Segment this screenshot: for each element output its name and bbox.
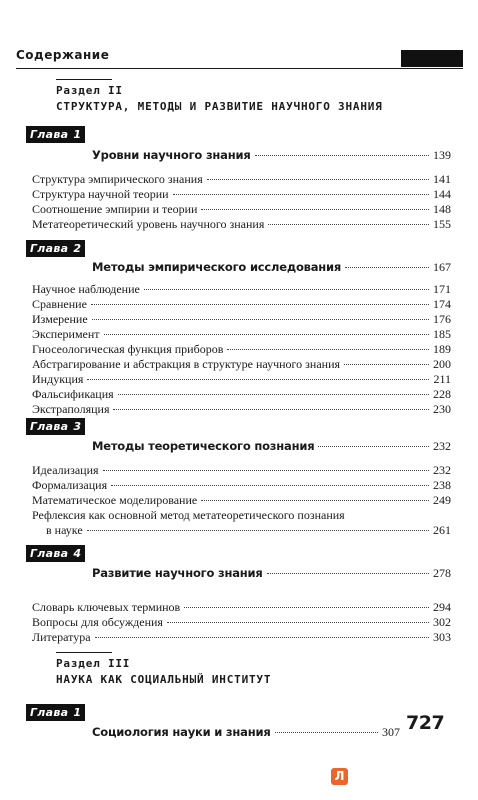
- toc-entry[interactable]: [32, 187, 451, 202]
- leader-dots: [87, 379, 429, 380]
- entry-title: Идеализация: [32, 463, 99, 477]
- toc-entry[interactable]: [32, 387, 451, 402]
- entry-page: 200: [433, 357, 451, 371]
- entry-page: 232: [433, 463, 451, 477]
- entry-page: 211: [433, 372, 451, 386]
- chapter-title-row[interactable]: [92, 725, 400, 740]
- entry-page: 144: [433, 187, 451, 201]
- chapter-title: Методы эмпирического исследования: [92, 260, 342, 274]
- chapter-1-entries: [32, 172, 451, 232]
- chapter-badge-number: 3: [73, 420, 82, 433]
- leader-dots: [103, 470, 429, 471]
- toc-entry[interactable]: [32, 282, 451, 297]
- leader-dots: [344, 364, 429, 365]
- chapter-badge-number: 1: [73, 128, 82, 141]
- entry-page: 148: [433, 202, 451, 216]
- section-2-heading: [56, 79, 383, 115]
- chapter-page: 232: [433, 439, 451, 453]
- toc-entry[interactable]: [32, 312, 451, 327]
- leader-dots: [111, 485, 429, 486]
- chapter-badge-label: Глава: [30, 420, 69, 433]
- chapter-3-entries: [32, 463, 451, 538]
- entry-page: 185: [433, 327, 451, 341]
- toc-entry[interactable]: [32, 630, 451, 645]
- entry-page: 228: [433, 387, 451, 401]
- section-3-title: НАУКА КАК СОЦИАЛЬНЫЙ ИНСТИТУТ: [56, 673, 272, 686]
- section-2-title: СТРУКТУРА, МЕТОДЫ И РАЗВИТИЕ НАУЧНОГО ЗНАНИЯ: [56, 100, 383, 113]
- leader-dots: [184, 607, 429, 608]
- chapter-title: Развитие научного знания: [92, 566, 263, 580]
- leader-dots: [275, 732, 378, 733]
- leader-dots: [207, 179, 429, 180]
- leader-dots: [91, 304, 429, 305]
- entry-title-line2-row: [32, 523, 451, 538]
- entry-title: Вопросы для обсуждения: [32, 615, 163, 629]
- entry-page: 155: [433, 217, 451, 231]
- leader-dots: [95, 637, 429, 638]
- toc-entry[interactable]: [32, 600, 451, 615]
- chapter-badge-number: 4: [73, 547, 82, 560]
- entry-page: 261: [433, 523, 451, 537]
- toc-entry[interactable]: [32, 202, 451, 217]
- entry-title: Структура эмпирического знания: [32, 172, 203, 186]
- entry-title-line2: в науке: [46, 523, 83, 537]
- chapter-page: 278: [433, 566, 451, 580]
- backmatter-entries: [32, 600, 451, 645]
- header-black-bar: [401, 50, 463, 67]
- toc-entry[interactable]: [32, 402, 451, 417]
- leader-dots: [87, 530, 429, 531]
- entry-page: 141: [433, 172, 451, 186]
- entry-title: Научное наблюдение: [32, 282, 140, 296]
- entry-page: 302: [433, 615, 451, 629]
- chapter-title: Социология науки и знания: [92, 725, 271, 739]
- toc-entry[interactable]: [32, 297, 451, 312]
- leader-dots: [118, 394, 429, 395]
- chapter-badge: [26, 704, 85, 721]
- entry-page: 174: [433, 297, 451, 311]
- toc-entry[interactable]: [32, 217, 451, 232]
- entry-title: Сравнение: [32, 297, 87, 311]
- chapter-2-entries: [32, 282, 451, 417]
- chapter-title-row[interactable]: [92, 566, 451, 581]
- toc-entry[interactable]: [32, 478, 451, 493]
- leader-dots: [173, 194, 429, 195]
- entry-page: 189: [433, 342, 451, 356]
- running-header-title: Содержание: [16, 48, 110, 62]
- section-rule: [56, 79, 112, 80]
- chapter-page: 167: [433, 260, 451, 274]
- entry-title: Математическое моделирование: [32, 493, 198, 507]
- section-3-heading: [56, 652, 271, 688]
- entry-title: Соотношение эмпирии и теории: [32, 202, 198, 216]
- chapter-badge-label: Глава: [30, 242, 69, 255]
- toc-entry[interactable]: [32, 327, 451, 342]
- toc-entry[interactable]: [32, 463, 451, 478]
- entry-title: Экстраполяция: [32, 402, 110, 416]
- leader-dots: [201, 500, 429, 501]
- chapter-title: Методы теоретического познания: [92, 439, 315, 453]
- entry-title: Абстрагирование и абстракция в структуре научного знания: [32, 357, 341, 371]
- leader-dots: [345, 267, 429, 268]
- entry-page: 249: [433, 493, 451, 507]
- toc-entry[interactable]: [32, 372, 451, 387]
- entry-page: 176: [433, 312, 451, 326]
- chapter-badge: [26, 418, 85, 435]
- entry-title: Метатеоретический уровень научного знания: [32, 217, 265, 231]
- chapter-badge-label: Глава: [30, 706, 69, 719]
- entry-title: Эксперимент: [32, 327, 100, 341]
- entry-page: 238: [433, 478, 451, 492]
- entry-page: 230: [433, 402, 451, 416]
- section-rule: [56, 652, 112, 653]
- chapter-page: 139: [433, 148, 451, 162]
- entry-page: 303: [433, 630, 451, 644]
- leader-dots: [318, 446, 429, 447]
- leader-dots: [144, 289, 429, 290]
- chapter-title-row[interactable]: [92, 439, 451, 454]
- running-header: [16, 48, 463, 69]
- page-number: 727: [406, 712, 445, 734]
- toc-entry[interactable]: [32, 615, 451, 630]
- chapter-badge: [26, 240, 85, 257]
- section-2-label: Раздел II: [56, 84, 123, 97]
- chapter-badge-number: 1: [73, 706, 82, 719]
- leader-dots: [227, 349, 429, 350]
- toc-entry[interactable]: [32, 493, 451, 508]
- chapter-badge: [26, 545, 85, 562]
- chapter-title-row[interactable]: [92, 148, 451, 163]
- leader-dots: [267, 573, 429, 574]
- entry-page: 171: [433, 282, 451, 296]
- entry-title: Измерение: [32, 312, 88, 326]
- toc-entry[interactable]: [32, 342, 451, 357]
- toc-entry-multiline[interactable]: [32, 508, 451, 538]
- leader-dots: [268, 224, 429, 225]
- section-3-label: Раздел III: [56, 657, 131, 670]
- leader-dots: [92, 319, 429, 320]
- leader-dots: [167, 622, 429, 623]
- chapter-badge-number: 2: [73, 242, 82, 255]
- chapter-page: 307: [382, 725, 400, 739]
- entry-title: Гносеологическая функция приборов: [32, 342, 224, 356]
- leader-dots: [255, 155, 429, 156]
- chapter-title: Уровни научного знания: [92, 148, 251, 162]
- entry-page: 294: [433, 600, 451, 614]
- toc-entry[interactable]: [32, 172, 451, 187]
- publisher-logo-icon: Л: [331, 768, 348, 785]
- leader-dots: [113, 409, 429, 410]
- chapter-title-row[interactable]: [92, 260, 451, 275]
- entry-title: Фальсификация: [32, 387, 114, 401]
- leader-dots: [104, 334, 429, 335]
- entry-title: Формализация: [32, 478, 108, 492]
- chapter-badge: [26, 126, 85, 143]
- entry-title: Словарь ключевых терминов: [32, 600, 181, 614]
- entry-title: Структура научной теории: [32, 187, 169, 201]
- chapter-badge-label: Глава: [30, 128, 69, 141]
- leader-dots: [201, 209, 429, 210]
- toc-entry[interactable]: [32, 357, 451, 372]
- entry-title: Индукция: [32, 372, 84, 386]
- chapter-badge-label: Глава: [30, 547, 69, 560]
- entry-title-line1: Рефлексия как основной метод метатеоретического познания: [32, 508, 345, 522]
- entry-title: Литература: [32, 630, 91, 644]
